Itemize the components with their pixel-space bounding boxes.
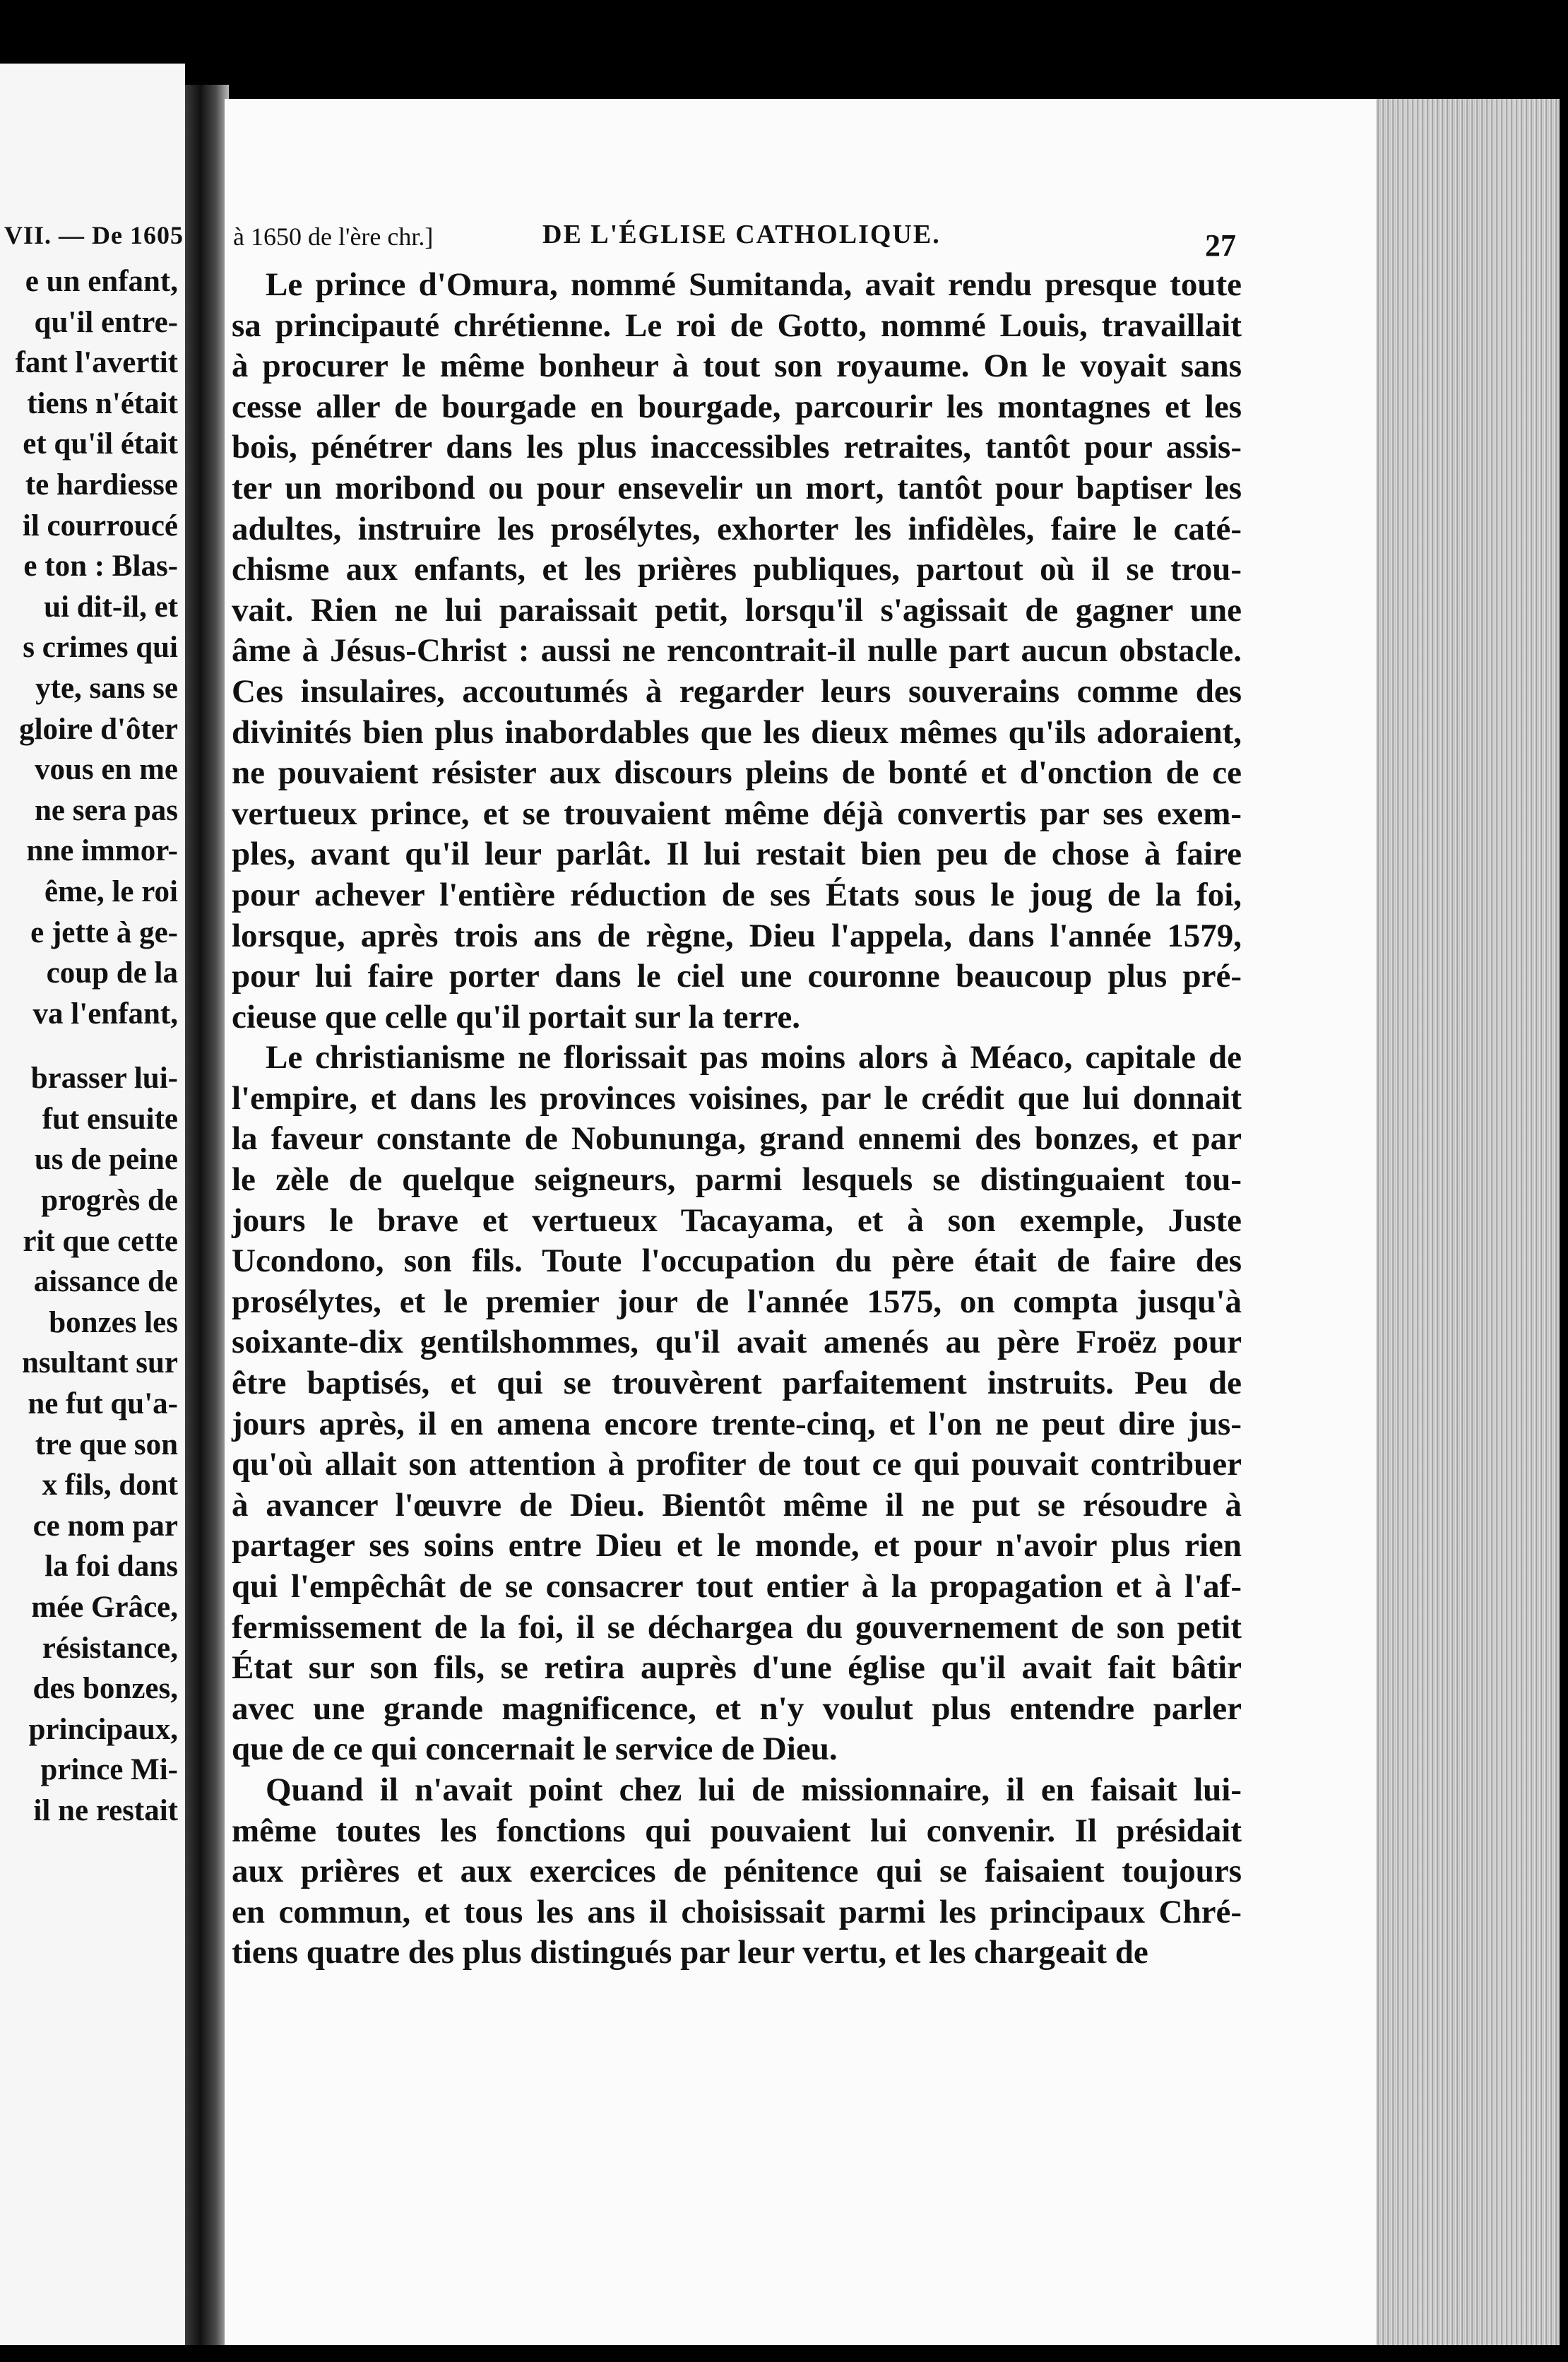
left-text-line: fut ensuite <box>42 1102 178 1136</box>
text-line: le zèle de quelque seigneurs, parmi lesquels se distinguaient tou- <box>232 1161 1242 1199</box>
text-line: qu'où allait son attention à profiter de tout ce qui pouvait contribuer <box>232 1446 1242 1483</box>
book-gutter <box>185 85 229 2345</box>
text-line: divinités bien plus inabordables que les dieux mêmes qu'ils adoraient, <box>232 713 1242 751</box>
text-line: Le prince d'Omura, nommé Sumitanda, avait rendu presque toute <box>266 266 1242 303</box>
text-line: chisme aux enfants, et les prières publiques, partout où il se trou- <box>232 551 1242 588</box>
text-line: même toutes les fonctions qui pouvaient lui convenir. Il présidait <box>232 1812 1242 1849</box>
left-text-line: rit que cette <box>23 1224 178 1258</box>
text-line: tiens quatre des plus distingués par leur vertu, et les chargeait de <box>232 1934 1148 1971</box>
left-text-line: s crimes qui <box>23 631 178 665</box>
text-line: l'empire, et dans les provinces voisines, par le crédit que lui donnait <box>232 1079 1242 1117</box>
text-line: vait. Rien ne lui paraissait petit, lorsqu'il s'agissait de gagner une <box>232 591 1242 629</box>
text-line: ter un moribond ou pour ensevelir un mort, tantôt pour baptiser les <box>232 469 1242 506</box>
text-line: Ucondono, son fils. Toute l'occupation du père était de faire des <box>232 1242 1242 1280</box>
left-text-line: va l'enfant, <box>32 997 178 1031</box>
left-text-line: te hardiesse <box>25 468 178 502</box>
text-line: Le christianisme ne florissait pas moins alors à Méaco, capitale de <box>266 1039 1242 1076</box>
left-text-line: vous en me <box>34 753 178 787</box>
text-line: cieuse que celle qu'il portait sur la terre. <box>232 998 800 1035</box>
text-line: en commun, et tous les ans il choisissait parmi les principaux Chré- <box>232 1893 1242 1930</box>
text-line: État sur son fils, se retira auprès d'une église qu'il avait fait bâtir <box>232 1649 1242 1687</box>
text-line: sa principauté chrétienne. Le roi de Gotto, nommé Louis, travaillait <box>232 307 1242 344</box>
text-line: vertueux prince, et se trouvaient même déjà convertis par ses exem- <box>232 795 1242 832</box>
left-text-line: e ton : Blas- <box>23 550 178 583</box>
text-line: être baptisés, et qui se trouvèrent parfaitement instruits. Peu de <box>232 1365 1242 1402</box>
text-line: pour lui faire porter dans le ciel une couronne beaucoup plus pré- <box>232 958 1242 995</box>
text-line: bois, pénétrer dans les plus inaccessibles retraites, tantôt pour assis- <box>232 429 1242 466</box>
left-text-line: gloire d'ôter <box>19 712 178 746</box>
left-text-line: mée Grâce, <box>31 1591 178 1624</box>
left-text-line: il courroucé <box>22 509 178 542</box>
text-line: Quand il n'avait point chez lui de missionnaire, il en faisait lui- <box>266 1771 1242 1808</box>
current-page <box>225 99 1380 2345</box>
text-line: la faveur constante de Nobununga, grand ennemi des bonzes, et par <box>232 1120 1242 1158</box>
text-line: qui l'empêchât de se consacrer tout entier à la propagation et à l'af- <box>232 1568 1242 1605</box>
left-text-line: et qu'il était <box>23 427 178 461</box>
left-text-line: yte, sans se <box>35 671 178 705</box>
left-text-line: ui dit-il, et <box>44 590 178 624</box>
left-text-line: résistance, <box>42 1631 178 1665</box>
left-text-line: tiens n'était <box>27 386 178 420</box>
left-text-line: fant l'avertit <box>15 346 178 380</box>
text-line: ne pouvaient résister aux discours pleins de bonté et d'onction de ce <box>232 754 1242 792</box>
previous-page <box>0 64 185 2345</box>
left-text-line: la foi dans <box>44 1550 178 1584</box>
text-line: pour achever l'entière réduction de ses États sous le joug de la foi, <box>232 876 1242 913</box>
left-text-line: ne sera pas <box>34 793 178 827</box>
text-line: jours après, il en amena encore trente-cinq, et l'on ne peut dire jus- <box>232 1405 1242 1442</box>
left-text-line: qu'il entre- <box>34 305 178 339</box>
text-line: soixante-dix gentilshommes, qu'il avait amenés au père Froëz pour <box>232 1324 1242 1361</box>
text-line: à avancer l'œuvre de Dieu. Bientôt même il ne put se résoudre à <box>232 1486 1242 1524</box>
text-line: fermissement de la foi, il se déchargea du gouvernement de son petit <box>232 1608 1242 1646</box>
running-head-title: DE L'ÉGLISE CATHOLIQUE. <box>542 220 941 249</box>
text-line: jours le brave et vertueux Tacayama, et à son exemple, Juste <box>232 1201 1242 1239</box>
text-line: âme à Jésus-Christ : aussi ne rencontrait-il nulle part aucun obstacle. <box>232 632 1242 670</box>
left-text-line: ême, le roi <box>44 874 178 908</box>
left-text-line: prince Mi- <box>40 1753 178 1787</box>
left-text-line: coup de la <box>46 956 178 990</box>
page-block-edge <box>1376 99 1560 2345</box>
left-text-line: x fils, dont <box>42 1468 178 1502</box>
text-line: Ces insulaires, accoutumés à regarder leurs souverains comme des <box>232 672 1242 710</box>
left-text-line: e jette à ge- <box>30 915 178 949</box>
text-line: aux prières et aux exercices de pénitence qui se faisaient toujours <box>232 1853 1242 1890</box>
left-text-line: progrès de <box>41 1184 178 1218</box>
text-line: lorsque, après trois ans de règne, Dieu l'appela, dans l'année 1579, <box>232 917 1242 954</box>
left-page-text <box>0 261 178 1832</box>
left-text-line: bonzes les <box>49 1305 178 1339</box>
left-text-line: brasser lui- <box>30 1062 178 1096</box>
text-line: partager ses soins entre Dieu et le monde, et pour n'avoir plus rien <box>232 1527 1242 1565</box>
text-line: avec une grande magnificence, et n'y voulut plus entendre parler <box>232 1690 1242 1727</box>
text-line: prosélytes, et le premier jour de l'année 1575, on compta jusqu'à <box>232 1283 1242 1320</box>
text-line: que de ce qui concernait le service de Dieu. <box>232 1731 838 1768</box>
left-text-line: des bonzes, <box>32 1672 178 1706</box>
text-line: adultes, instruire les prosélytes, exhorter les infidèles, faire le caté- <box>232 510 1242 547</box>
left-text-line: e un enfant, <box>25 265 178 298</box>
text-line: à procurer le même bonheur à tout son royaume. On le voyait sans <box>232 348 1242 385</box>
left-text-line: nsultant sur <box>21 1346 178 1380</box>
page-body-text <box>225 265 1242 1974</box>
text-line: cesse aller de bourgade en bourgade, parcourir les montagnes et les <box>232 388 1242 425</box>
left-text-line: ce nom par <box>32 1509 178 1543</box>
left-text-line: principaux, <box>28 1712 178 1746</box>
text-line: ples, avant qu'il leur parlât. Il lui restait bien peu de chose à faire <box>232 836 1242 873</box>
left-text-line: aissance de <box>33 1265 178 1299</box>
page-number: 27 <box>1205 228 1236 263</box>
left-text-line: il ne restait <box>33 1793 178 1827</box>
left-text-line: us de peine <box>34 1143 178 1177</box>
left-text-line: nne immor- <box>26 834 178 868</box>
left-text-line: tre que son <box>35 1428 178 1461</box>
running-head-date-range: à 1650 de l'ère chr.] <box>233 222 434 251</box>
left-text-line: ne fut qu'a- <box>28 1387 178 1421</box>
left-running-head: VII. — De 1605 <box>4 221 184 249</box>
